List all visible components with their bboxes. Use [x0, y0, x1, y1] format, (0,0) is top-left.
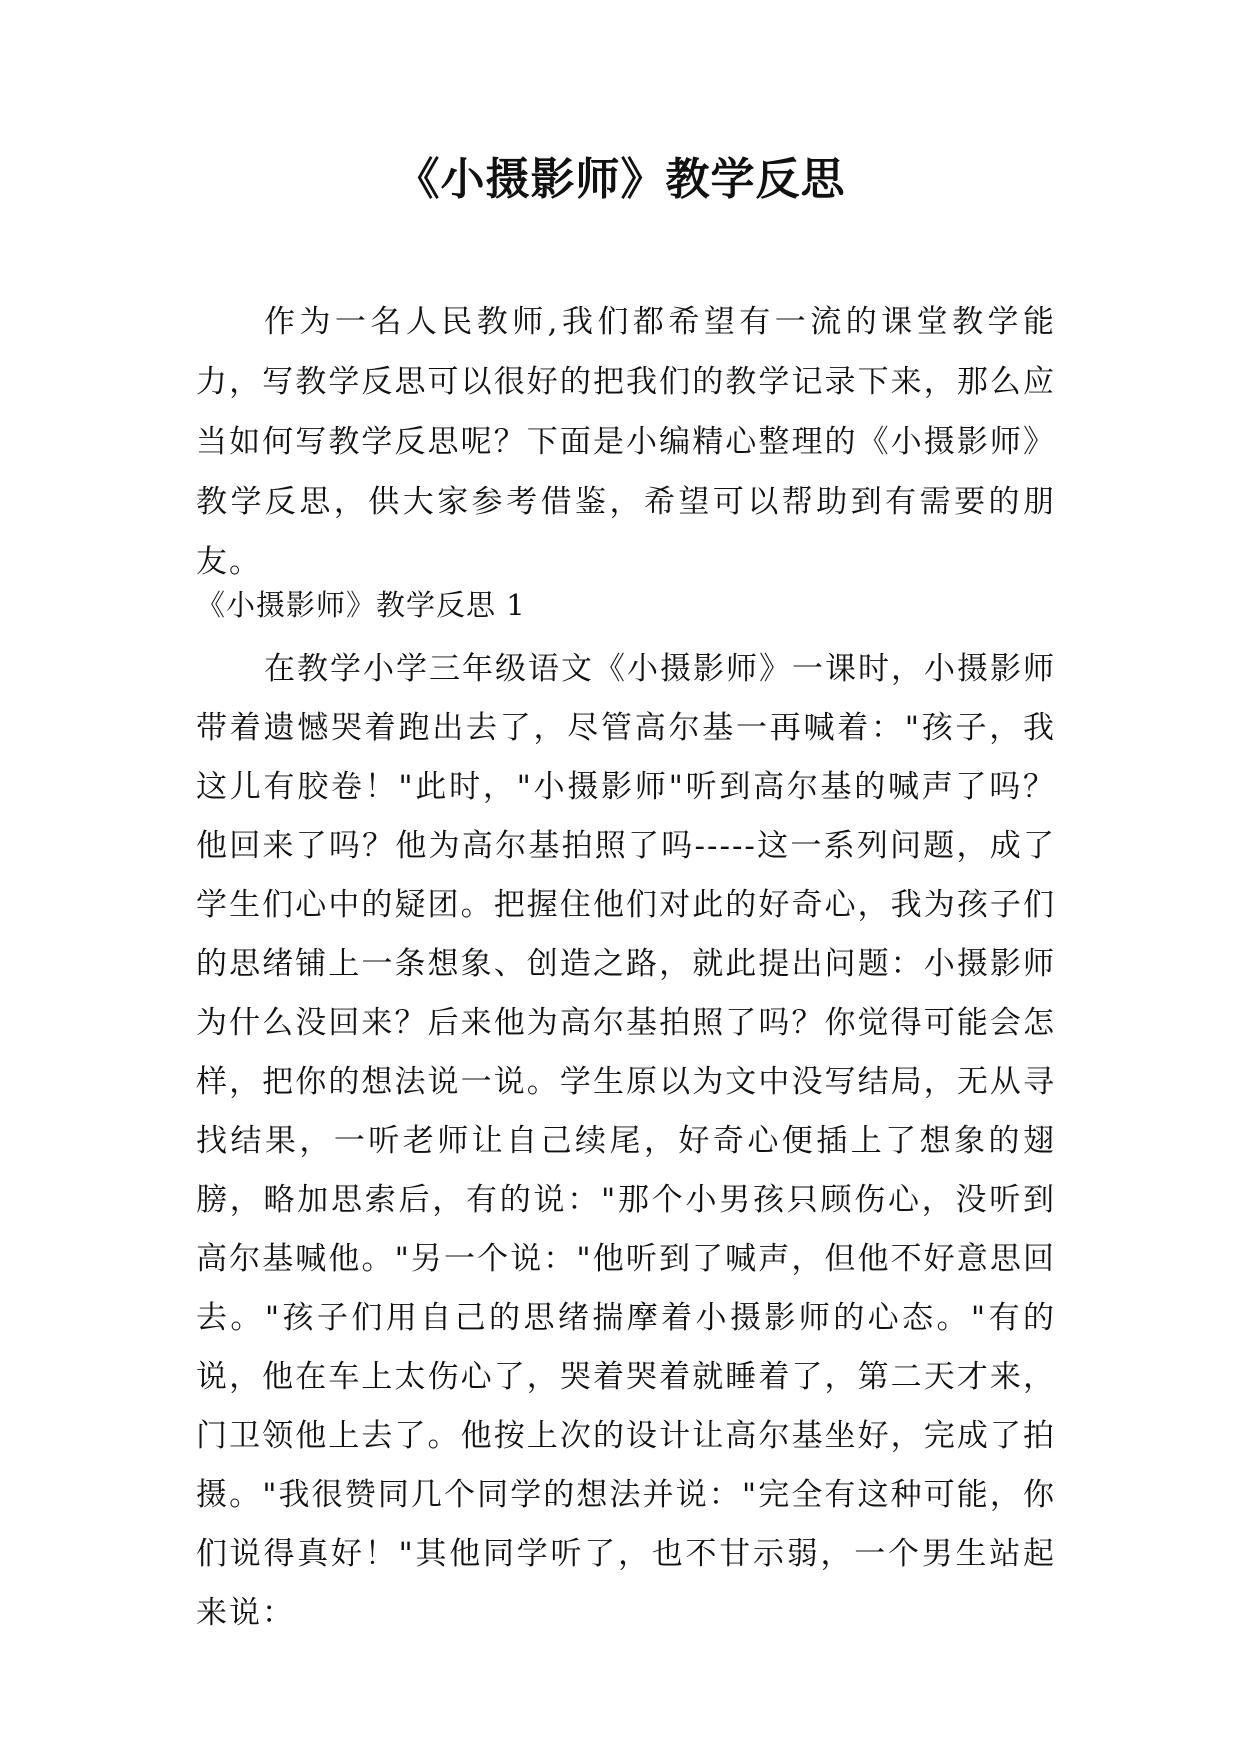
intro-paragraph: 作为一名人民教师,我们都希望有一流的课堂教学能力，写教学反思可以很好的把我们的教学记录下来，那么应当如何写教学反思呢？下面是小编精心整理的《小摄影师》教学反思，供大家参考借鉴，希望可以帮助到有需要的朋友。 [196, 304, 1056, 580]
section-paragraph: 在教学小学三年级语文《小摄影师》一课时，小摄影师带着遗憾哭着跑出去了，尽管高尔基一再喊着："孩子，我这儿有胶卷！"此时，"小摄影师"听到高尔基的喊声了吗？他回来了吗？他为高尔基拍照了吗-----这一系列问题，成了学生们心中的疑团。把握住他们对此的好奇心，我为孩子们的思绪铺上一条想象、创造之路，就此提出问题：小摄影师为什么没回来？后来他为高尔基拍照了吗？你觉得可能会怎样，把你的想法说一说。学生原以为文中没写结局，无从寻找结果，一听老师让自己续尾，好奇心便插上了想象的翅膀，略加思索后，有的说："那个小男孩只顾伤心，没听到高尔基喊他。"另一个说："他听到了喊声，但他不好意思回去。"孩子们用自己的思绪揣摩着小摄影师的心态。"有的说，他在车上太伤心了，哭着哭着就睡着了，第二天才来，门卫领他上去了。他按上次的设计让高尔基坐好，完成了拍摄。"我很赞同几个同学的想法并说："完全有这种可能，你们说得真好！"其他同学听了，也不甘示弱，一个男生站起来说： [196, 651, 1056, 1631]
section-heading: 《小摄影师》教学反思 1 [196, 588, 526, 622]
document-title: 《小摄影师》教学反思 [395, 154, 846, 205]
